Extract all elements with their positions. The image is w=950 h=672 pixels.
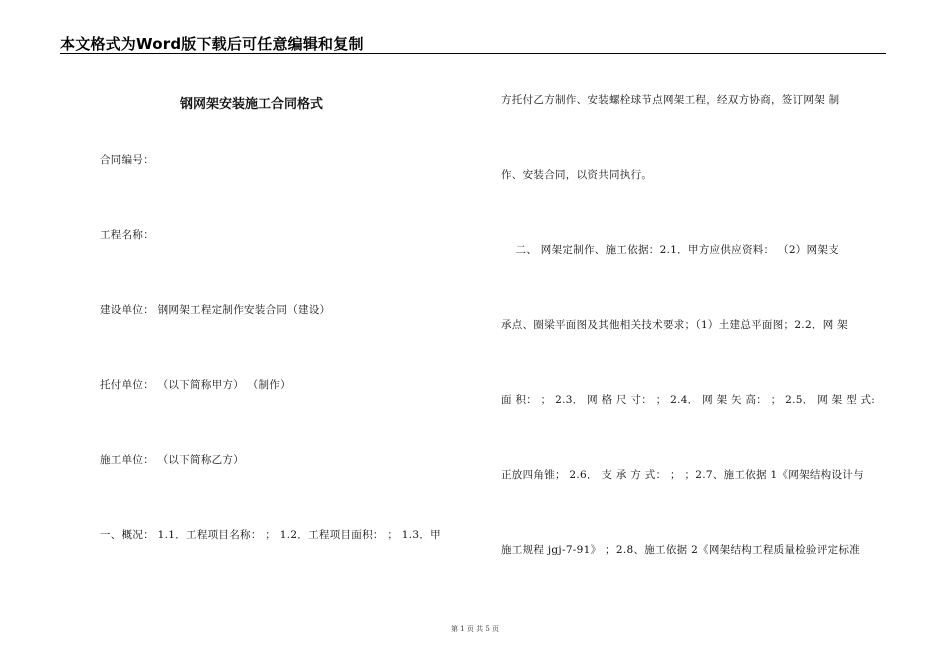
body-text-line: 作、安装合同，以资共同执行。 bbox=[501, 169, 653, 181]
document-title: 钢网架安装施工合同格式 bbox=[180, 97, 324, 112]
construction-unit-line: 建设单位： 钢网架工程定制作安装合同（建设） bbox=[100, 304, 331, 316]
body-text-line: 面 积： ； 2.3． 网 格 尺 寸： ； 2.4． 网 架 矢 高： ； 2.5． 网 架 型 式: bbox=[501, 394, 876, 406]
header-rule bbox=[60, 53, 886, 54]
body-text-line: 正放四角锥； 2.6． 支 承 方 式： ； ；2.7、施工依据 1《网架结构设计与 bbox=[501, 469, 864, 481]
body-text-line: 方托付乙方制作、安装螺栓球节点网架工程，经双方协商，签订网架 制 bbox=[501, 94, 840, 106]
entrusting-unit-line: 托付单位： （以下简称甲方） （制作） bbox=[100, 379, 291, 391]
overview-line: 一、概况： 1.1．工程项目名称： ； 1.2．工程项目面积： ； 1.3．甲 bbox=[100, 529, 441, 541]
header-banner: 本文格式为Word版下载后可任意编辑和复制 bbox=[60, 35, 364, 53]
page-indicator: 第 1 页 共 5 页 bbox=[450, 625, 500, 633]
body-text-line: 施工规程 jgj-7-91》 ；2.8、施工依据 2《网架结构工程质量检验评定标准 bbox=[501, 544, 861, 556]
contract-number-line: 合同编号： bbox=[100, 154, 154, 166]
body-text-line: 二、 网架定制作、施工依据：2.1．甲方应供应资料： （2）网架支 bbox=[501, 244, 840, 256]
project-name-line: 工程名称： bbox=[100, 229, 154, 241]
contractor-unit-line: 施工单位： （以下简称乙方） bbox=[100, 454, 245, 466]
body-text-line: 承点、圈梁平面图及其他相关技术要求；（1）土建总平面图；2.2．网 架 bbox=[501, 319, 848, 331]
